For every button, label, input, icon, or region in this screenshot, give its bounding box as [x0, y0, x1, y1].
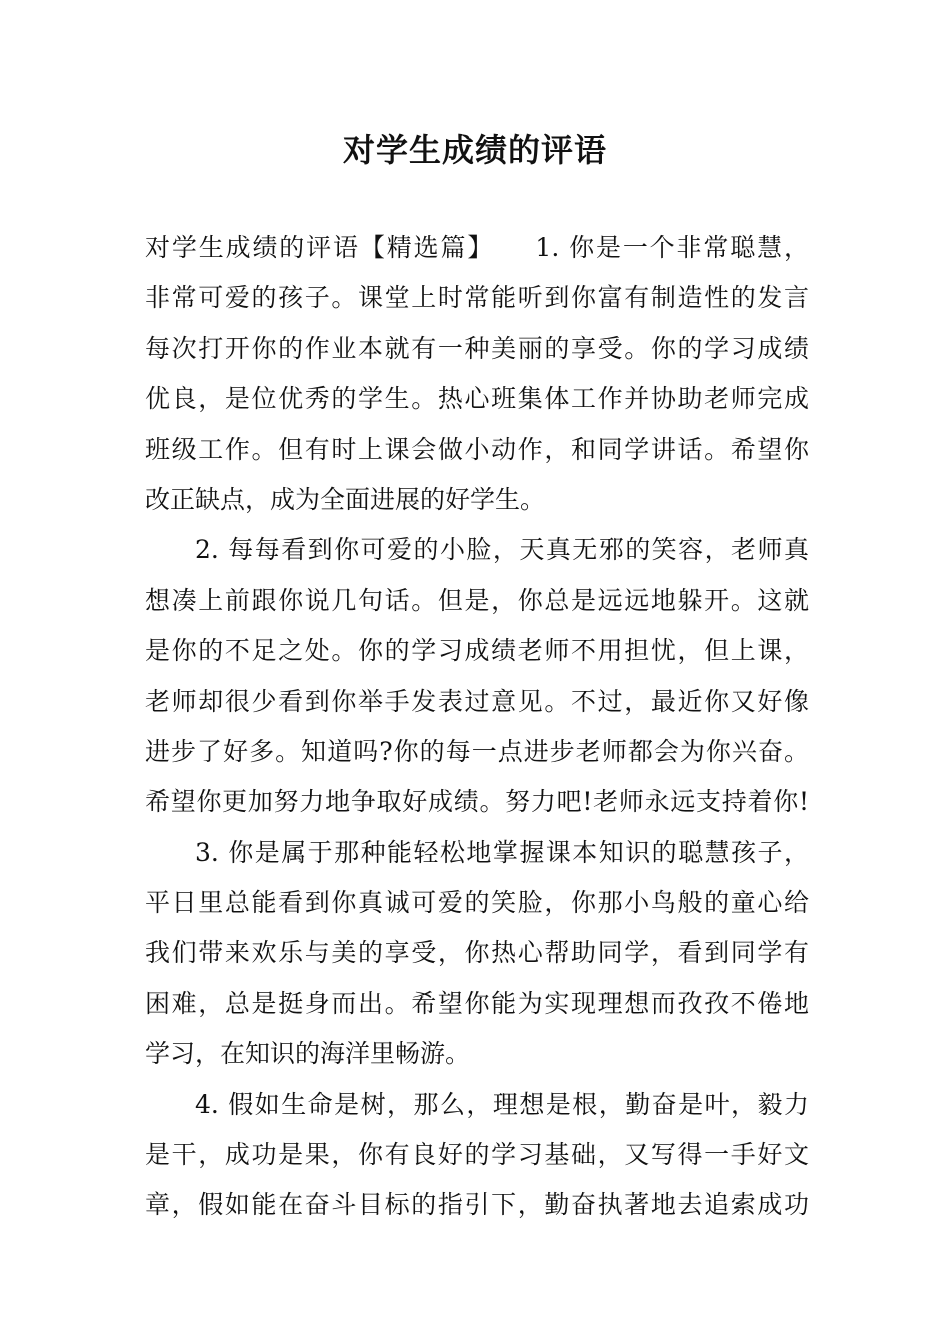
- text-line: 是干，成功是果，你有良好的学习基础，又写得一手好文: [145, 1140, 809, 1170]
- text-line: 4. 假如生命是树，那么，理想是根，勤奋是叶，毅力: [195, 1089, 809, 1119]
- text-line: 2. 每每看到你可爱的小脸，天真无邪的笑容，老师真: [195, 535, 809, 565]
- text-line: 是你的不足之处。你的学习成绩老师不用担忧，但上课，: [145, 636, 809, 666]
- document-title: 对学生成绩的评语: [342, 131, 607, 169]
- text-line: 我们带来欢乐与美的享受，你热心帮助同学，看到同学有: [145, 938, 809, 968]
- text-line: 改正缺点，成为全面进展的好学生。: [145, 484, 546, 514]
- text-line: 困难，总是挺身而出。希望你能为实现理想而孜孜不倦地: [145, 988, 809, 1018]
- text-line: 班级工作。但有时上课会做小动作，和同学讲话。希望你: [145, 434, 809, 464]
- text-line: 想凑上前跟你说几句话。但是，你总是远远地躲开。这就: [145, 585, 809, 615]
- text-line: 平日里总能看到你真诚可爱的笑脸，你那小鸟般的童心给: [145, 888, 809, 918]
- text-line: 每次打开你的作业本就有一种美丽的享受。你的学习成绩: [145, 333, 809, 363]
- text-line: 学习，在知识的海洋里畅游。: [145, 1039, 471, 1069]
- text-line: 3. 你是属于那种能轻松地掌握课本知识的聪慧孩子，: [195, 837, 809, 867]
- text-line: 优良，是位优秀的学生。热心班集体工作并协助老师完成: [145, 384, 809, 414]
- text-line: 进步了好多。知道吗?你的每一点进步老师都会为你兴奋。: [145, 736, 809, 766]
- text-line: 非常可爱的孩子。课堂上时常能听到你富有制造性的发言: [145, 283, 809, 313]
- text-line: 对学生成绩的评语【精选篇】 1. 你是一个非常聪慧，: [145, 233, 809, 262]
- text-line: 章，假如能在奋斗目标的指引下，勤奋执著地去追索成功: [145, 1190, 809, 1220]
- document-body: [145, 223, 809, 1231]
- text-line: 老师却很少看到你举手发表过意见。不过，最近你又好像: [145, 686, 809, 716]
- text-line: 希望你更加努力地争取好成绩。努力吧!老师永远支持着你!: [145, 787, 809, 817]
